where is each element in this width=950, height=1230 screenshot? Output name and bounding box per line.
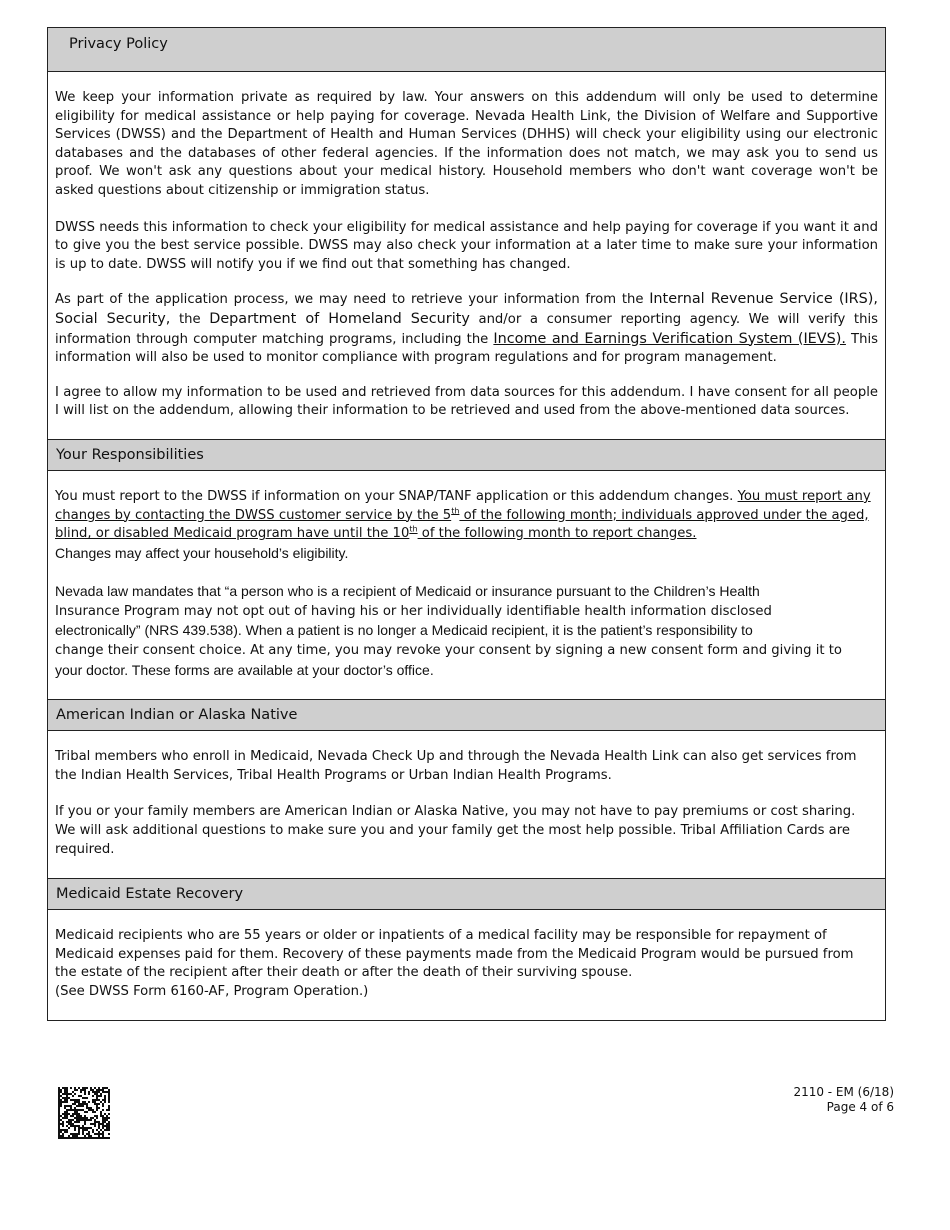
responsibilities-paragraph-1: You must report to the DWSS if information on your SNAP/TANF application or this addendum changes. You must report any changes by contacting the DWSS customer service by the 5th of the following month; individuals approved under the aged, blind, or disabled Medicaid program have until the 10th of the following month to report changes. Changes may affect your household’s eligibility.: [55, 488, 871, 561]
irs-name: Internal Revenue Service (IRS),: [649, 291, 878, 308]
page-number: Page 4 of 6: [826, 1100, 894, 1114]
american-indian-heading: American Indian or Alaska Native: [48, 700, 885, 731]
form-id: 2110 - EM (6/18): [793, 1085, 894, 1099]
privacy-policy-section: [48, 28, 885, 440]
estate-recovery-reference: (See DWSS Form 6160-AF, Program Operation.): [55, 984, 369, 999]
page-footer: [793, 1085, 894, 1115]
american-indian-section: [48, 700, 885, 879]
privacy-paragraph-3: As part of the application process, we may need to retrieve your information from the Internal Revenue Service (IRS), Social Security, the Department of Homeland Security and/or a consumer reporting agency. We will verify this information through computer matching programs, including the Income and Earnings Verification System (IEVS). This information will also be used to monitor compliance with program regulations and for program management.: [55, 291, 879, 366]
privacy-paragraph-1: We keep your information private as required by law. Your answers on this addendum will only be used to determine eligibility for medical assistance or help paying for coverage. Nevada Health Link, the Division of Welfare and Supportive Services (DWSS) and the Department of Health and Human Services (DHHS) will check your eligibility using our electronic databases and the databases of other federal agencies. If the information does not match, we may ask you to send us proof. We won't ask any questions about your medical history. Household members who don't want coverage won't be asked questions about citizenship or immigration status.: [55, 90, 878, 198]
estate-recovery-heading: Medicaid Estate Recovery: [48, 879, 885, 910]
estate-recovery-section: [48, 879, 885, 1019]
qr-code-icon: [58, 1087, 110, 1139]
social-security-name: Social Security,: [55, 310, 171, 327]
american-indian-paragraph-2: If you or your family members are American Indian or Alaska Native, you may not have to pay premiums or cost sharing. We will ask additional questions to make sure you and your family get the most help possible. Tribal Affiliation Cards are required.: [55, 804, 856, 857]
responsibilities-paragraph-2: Nevada law mandates that “a person who is a recipient of Medicaid or insurance pursuant to the Children’s Health Insurance Program may not opt out of having his or her individually identifiable health information disclosed electronically” (NRS 439.538). When a patient is no longer a Medicaid recipient, it is the patient’s responsibility to change their consent choice. At any time, you may revoke your consent by signing a new consent form and giving it to your doctor. These forms are available at your doctor’s office.: [55, 583, 842, 678]
dhs-name: Department of Homeland Security: [209, 310, 470, 327]
form-page: [47, 27, 886, 1021]
estate-recovery-paragraph: Medicaid recipients who are 55 years or older or inpatients of a medical facility may be responsible for repayment of Medicaid expenses paid for them. Recovery of these payments made from the Medicaid Program would be pursued from the estate of the recipient after their death or after the death of their surviving spouse.: [55, 928, 854, 981]
privacy-paragraph-2: DWSS needs this information to check your eligibility for medical assistance and help paying for coverage if you want it and to give you the best service possible. DWSS may also check your information at a later time to make sure your information is up to date. DWSS will notify you if we find out that something has changed.: [55, 219, 878, 272]
ievs-name: Income and Earnings Verification System (IEVS).: [493, 330, 846, 347]
privacy-consent-paragraph: I agree to allow my information to be used and retrieved from data sources for this addendum. I have consent for all people I will list on the addendum, allowing their information to be retrieved and used from the above-mentioned data sources.: [55, 384, 878, 419]
responsibilities-heading: Your Responsibilities: [48, 440, 885, 471]
american-indian-paragraph-1: Tribal members who enroll in Medicaid, Nevada Check Up and through the Nevada Health Link can also get services from the Indian Health Services, Tribal Health Programs or Urban Indian Health Programs.: [55, 749, 857, 783]
responsibilities-section: [48, 440, 885, 700]
privacy-policy-heading: Privacy Policy: [48, 28, 885, 72]
